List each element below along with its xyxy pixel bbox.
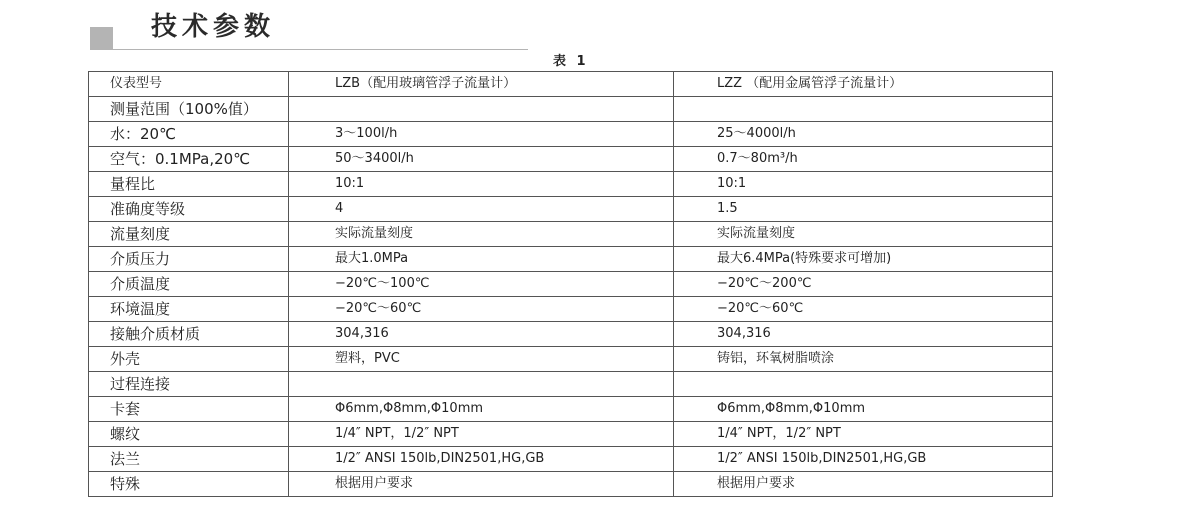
table-row: [89, 97, 1053, 122]
table-row: [89, 197, 1053, 222]
lzz-value-cell: 1.5: [674, 197, 1053, 222]
param-cell: 量程比: [89, 172, 289, 197]
lzb-value-cell: Φ6mm,Φ8mm,Φ10mm: [289, 397, 674, 422]
lzb-value-cell: 50～3400l/h: [289, 147, 674, 172]
table-row: [89, 472, 1053, 497]
header-cell-lzz: LZZ （配用金属管浮子流量计）: [674, 72, 1053, 97]
lzz-value-cell: 10:1: [674, 172, 1053, 197]
lzz-value-cell: −20℃～200℃: [674, 272, 1053, 297]
lzb-value-cell: 实际流量刻度: [289, 222, 674, 247]
table-row: [89, 172, 1053, 197]
lzb-value-cell: −20℃～60℃: [289, 297, 674, 322]
param-cell: 卡套: [89, 397, 289, 422]
param-cell: 介质温度: [89, 272, 289, 297]
lzz-value-cell: 最大6.4MPa(特殊要求可增加): [674, 247, 1053, 272]
param-cell: 准确度等级: [89, 197, 289, 222]
lzb-value-cell: [289, 372, 674, 397]
table-row: [89, 147, 1053, 172]
table-row: [89, 347, 1053, 372]
section-marker: [90, 27, 113, 50]
section-header: [90, 0, 530, 52]
lzz-value-cell: Φ6mm,Φ8mm,Φ10mm: [674, 397, 1053, 422]
table-row: [89, 247, 1053, 272]
param-cell: 空气：0.1MPa,20℃: [89, 147, 289, 172]
param-cell: 水：20℃: [89, 122, 289, 147]
table-row: [89, 397, 1053, 422]
lzz-value-cell: [674, 97, 1053, 122]
param-cell: 测量范围（100%值）: [89, 97, 289, 122]
table-row: [89, 372, 1053, 397]
table-row: [89, 447, 1053, 472]
lzz-value-cell: −20℃～60℃: [674, 297, 1053, 322]
param-cell: 流量刻度: [89, 222, 289, 247]
table-header-row: [89, 72, 1053, 97]
lzz-value-cell: 根据用户要求: [674, 472, 1053, 497]
lzb-value-cell: 塑料，PVC: [289, 347, 674, 372]
param-cell: 外壳: [89, 347, 289, 372]
lzb-value-cell: [289, 97, 674, 122]
lzz-value-cell: 0.7～80m³/h: [674, 147, 1053, 172]
param-cell: 过程连接: [89, 372, 289, 397]
lzb-value-cell: 1/2″ ANSI 150lb,DIN2501,HG,GB: [289, 447, 674, 472]
header-cell-lzb: LZB（配用玻璃管浮子流量计）: [289, 72, 674, 97]
lzb-value-cell: 10:1: [289, 172, 674, 197]
lzb-value-cell: 4: [289, 197, 674, 222]
param-cell: 法兰: [89, 447, 289, 472]
lzz-value-cell: [674, 372, 1053, 397]
param-cell: 螺纹: [89, 422, 289, 447]
lzb-value-cell: 1/4″ NPT，1/2″ NPT: [289, 422, 674, 447]
table-row: [89, 222, 1053, 247]
lzz-value-cell: 304,316: [674, 322, 1053, 347]
section-divider: [113, 49, 528, 50]
table-caption: 表 1: [553, 54, 589, 69]
table-row: [89, 122, 1053, 147]
table-row: [89, 297, 1053, 322]
lzz-value-cell: 25～4000l/h: [674, 122, 1053, 147]
lzb-value-cell: 最大1.0MPa: [289, 247, 674, 272]
lzb-value-cell: 3～100l/h: [289, 122, 674, 147]
param-cell: 环境温度: [89, 297, 289, 322]
param-cell: 接触介质材质: [89, 322, 289, 347]
table-row: [89, 422, 1053, 447]
header-cell-model: 仪表型号: [89, 72, 289, 97]
spec-table: [88, 71, 1053, 497]
table-row: [89, 272, 1053, 297]
lzb-value-cell: 304,316: [289, 322, 674, 347]
lzz-value-cell: 铸铝，环氧树脂喷涂: [674, 347, 1053, 372]
lzz-value-cell: 1/4″ NPT，1/2″ NPT: [674, 422, 1053, 447]
section-title: 技术参数: [151, 12, 276, 42]
table-row: [89, 322, 1053, 347]
param-cell: 特殊: [89, 472, 289, 497]
lzb-value-cell: −20℃～100℃: [289, 272, 674, 297]
lzb-value-cell: 根据用户要求: [289, 472, 674, 497]
lzz-value-cell: 实际流量刻度: [674, 222, 1053, 247]
lzz-value-cell: 1/2″ ANSI 150lb,DIN2501,HG,GB: [674, 447, 1053, 472]
param-cell: 介质压力: [89, 247, 289, 272]
